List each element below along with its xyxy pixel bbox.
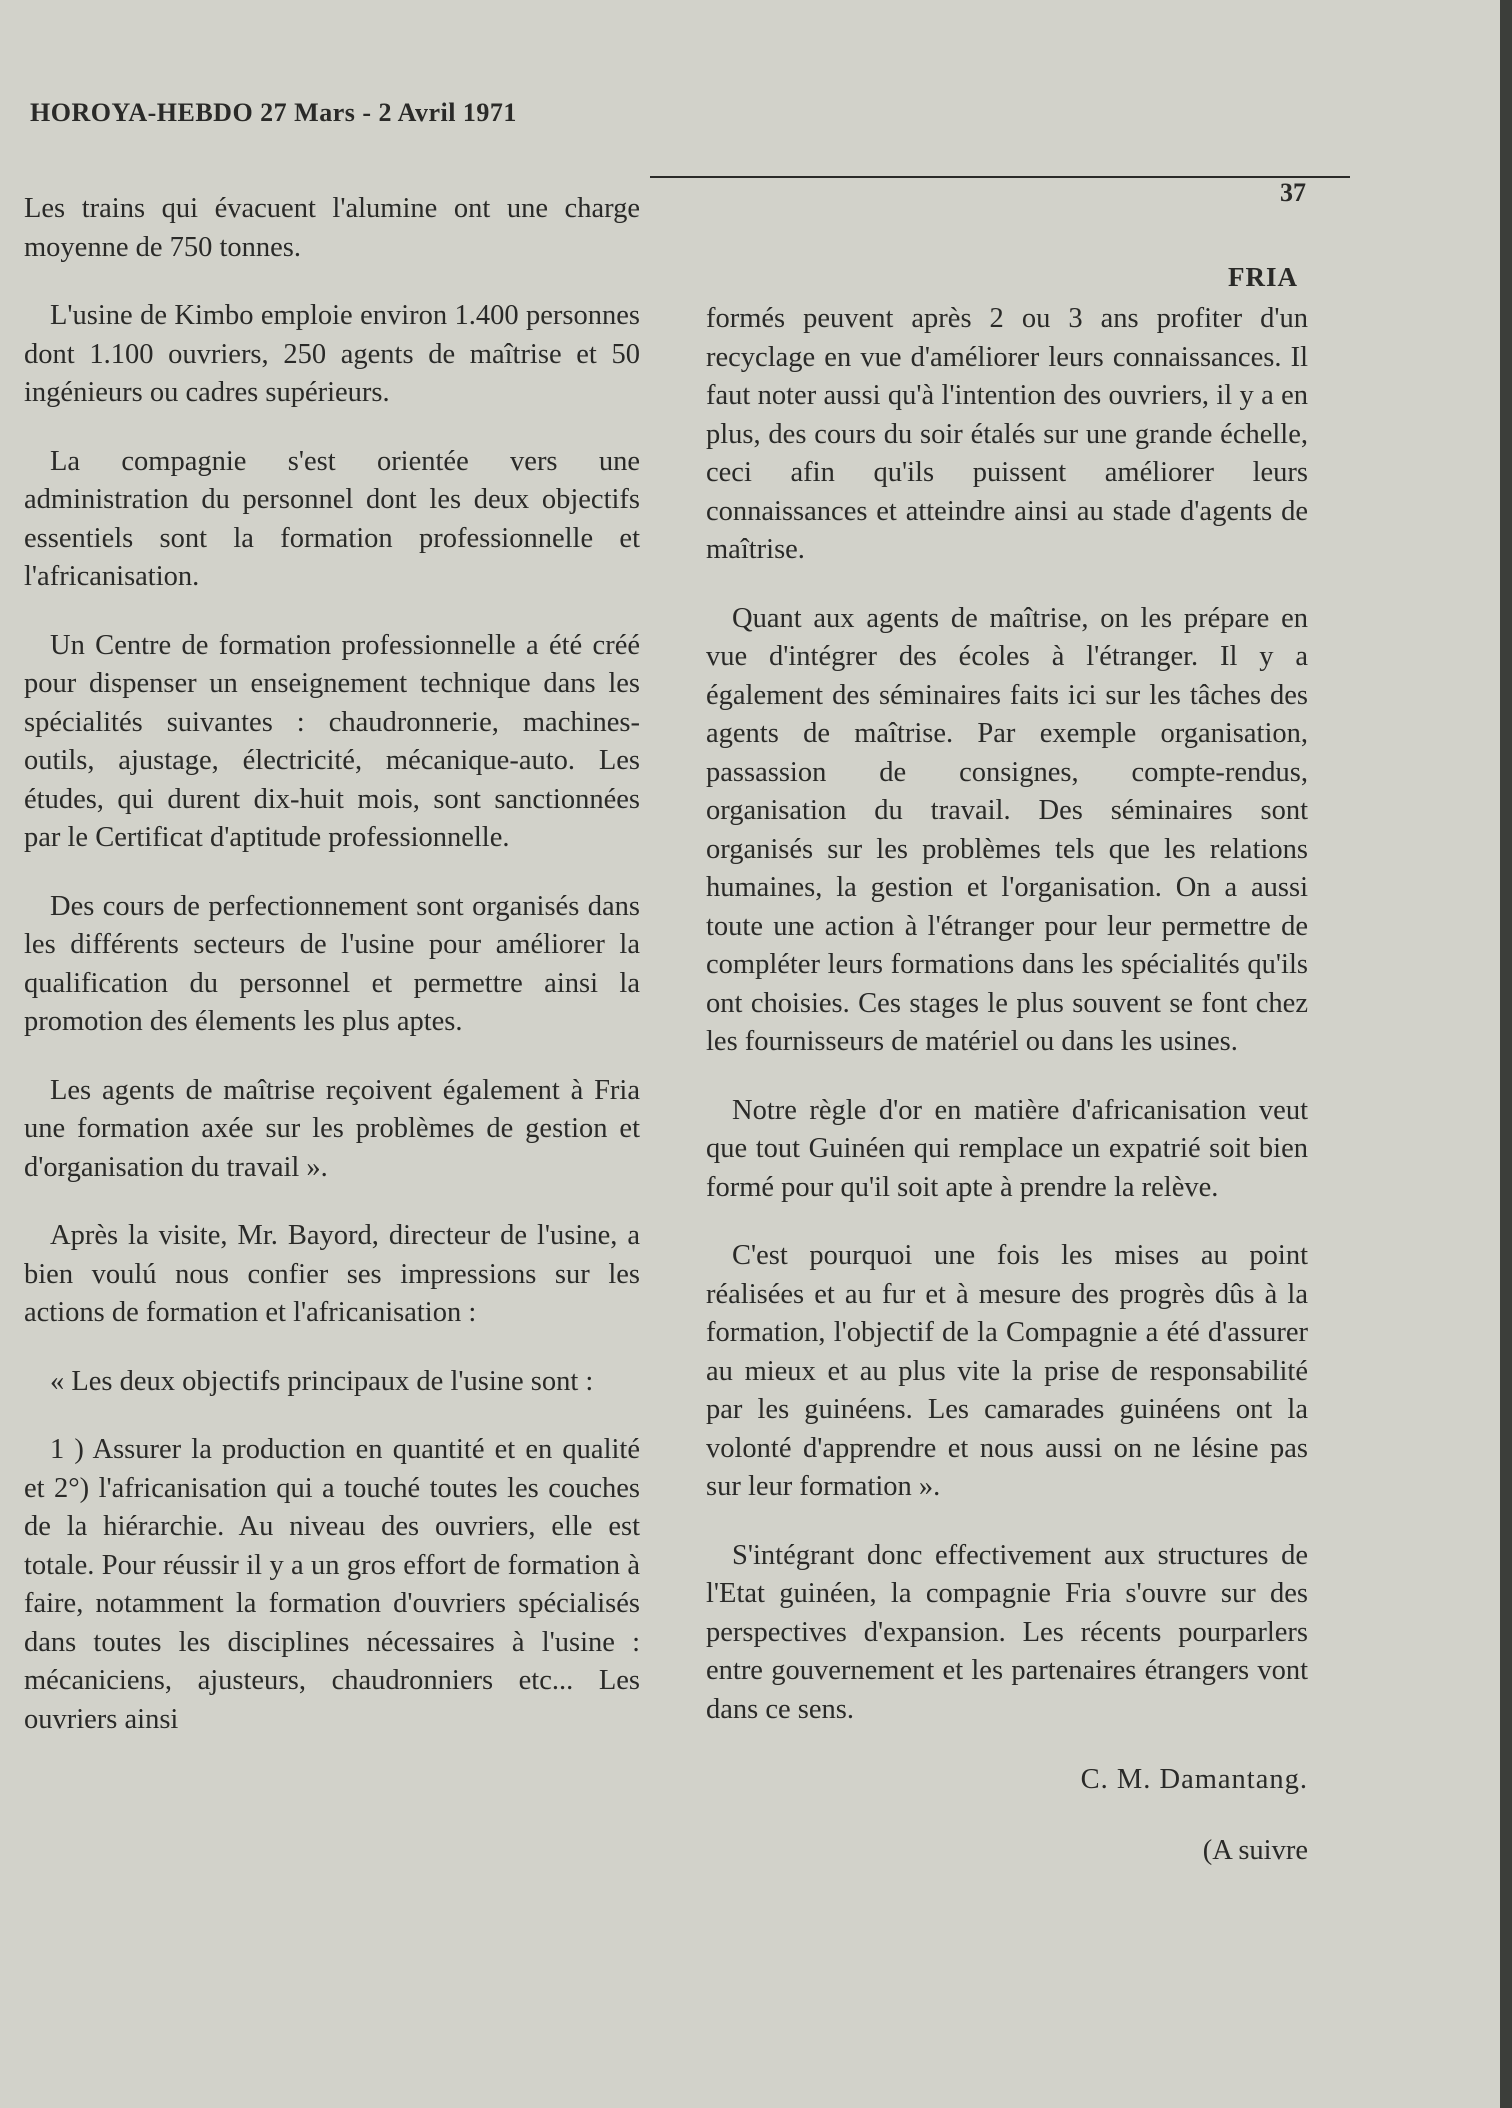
paragraph: « Les deux objectifs principaux de l'usine sont :	[50, 1365, 594, 1397]
section-label: FRIA	[1228, 262, 1298, 292]
paragraph: 1 ) Assurer la production en quantité et en qualité et 2°) l'africanisation qui a touché toutes les couches de la hiérarchie. Au niveau des ouvriers, elle est totale. Pour réussir il y a un gros effort de formation à faire, notamment la formation d'ouvriers spécialisés dans toutes les disciplines nécessaires à l'usine : mécaniciens, ajusteurs, chaudronniers etc... Les ouvriers ainsi	[24, 1434, 640, 1735]
paragraph: formés peuvent après 2 ou 3 ans profiter d'un recyclage en vue d'améliorer leurs connaissances. Il faut noter aussi qu'à l'intention des ouvriers, il y a en plus, des cours du soir étalés sur une grande échelle, ceci afin qu'ils puissent améliorer leurs connaissances et atteindre ainsi au stade d'agents de maîtrise.	[706, 303, 1308, 565]
author-signature: C. M. Damantang.	[1080, 1764, 1308, 1795]
page-number: 37	[1280, 178, 1306, 207]
paragraph: S'intégrant donc effectivement aux structures de l'Etat guinéen, la compagnie Fria s'ouvre sur des perspectives d'expansion. Les récents pourparlers entre gouvernement et les partenaires étrangers vont dans ce sens.	[706, 1539, 1308, 1725]
paragraph: L'usine de Kimbo emploie environ 1.400 personnes dont 1.100 ouvriers, 250 agents de maîtrise et 50 ingénieurs ou cadres supérieurs.	[24, 300, 640, 408]
paragraph: C'est pourquoi une fois les mises au point réalisées et au fur et à mesure des progrès dûs à la formation, l'objectif de la Compagnie a été d'assurer au mieux et au plus vite la prise de responsabilité par les guinéens. Les camarades guinéens ont la volonté d'apprendre et nous aussi on ne lésine pas sur leur formation ».	[706, 1240, 1308, 1502]
header-rule	[650, 176, 1350, 178]
page-edge-shadow	[1500, 0, 1512, 2108]
paragraph: Notre règle d'or en matière d'africanisation veut que tout Guinéen qui remplace un expatrié soit bien formé pour qu'il soit apte à prendre la relève.	[706, 1094, 1308, 1203]
paragraph: Les agents de maîtrise reçoivent également à Fria une formation axée sur les problèmes de gestion et d'organisation du travail ».	[24, 1074, 640, 1183]
paragraph: La compagnie s'est orientée vers une administration du personnel dont les deux objectifs essentiels sont la formation professionnelle et l'africanisation.	[24, 445, 640, 592]
paragraph: Quant aux agents de maîtrise, on les prépare en vue d'intégrer des écoles à l'étranger. Il y a également des séminaires faits ici sur les tâches des agents de maîtrise. Par exemple organisation, passassion de consignes, compte-rendus, organisation du travail. Des séminaires sont organisés sur les problèmes tels que les relations humaines, la gestion et l'organisation. On a aussi toute une action à l'étranger pour leur permettre de compléter leurs formations dans les spécialités qu'ils ont choisies. Ces stages le plus souvent se font chez les fournisseurs de matériel ou dans les usines.	[706, 602, 1308, 1057]
paragraph: Après la visite, Mr. Bayord, directeur de l'usine, a bien voulú nous confier ses impressions sur les actions de formation et l'africanisation :	[24, 1220, 640, 1328]
paragraph: Un Centre de formation professionnelle a été créé pour dispenser un enseignement technique dans les spécialités suivantes : chaudronnerie, machines-outils, ajustage, électricité, mécanique-auto. Les études, qui durent dix-huit mois, sont sanctionnées par le Certificat d'aptitude professionnelle.	[24, 629, 640, 853]
right-column	[706, 300, 1308, 1901]
continued-notice: (A suivre	[1202, 1835, 1308, 1866]
header-title: HOROYA-HEBDO 27 Mars - 2 Avril 1971	[30, 98, 517, 127]
paragraph: Les trains qui évacuent l'alumine ont une charge moyenne de 750 tonnes.	[24, 193, 640, 263]
left-column	[24, 190, 640, 1769]
page-header	[30, 88, 1310, 148]
paragraph: Des cours de perfectionnement sont organisés dans les différents secteurs de l'usine pour améliorer la qualification du personnel et permettre ainsi la promotion des élements les plus aptes.	[24, 890, 640, 1037]
